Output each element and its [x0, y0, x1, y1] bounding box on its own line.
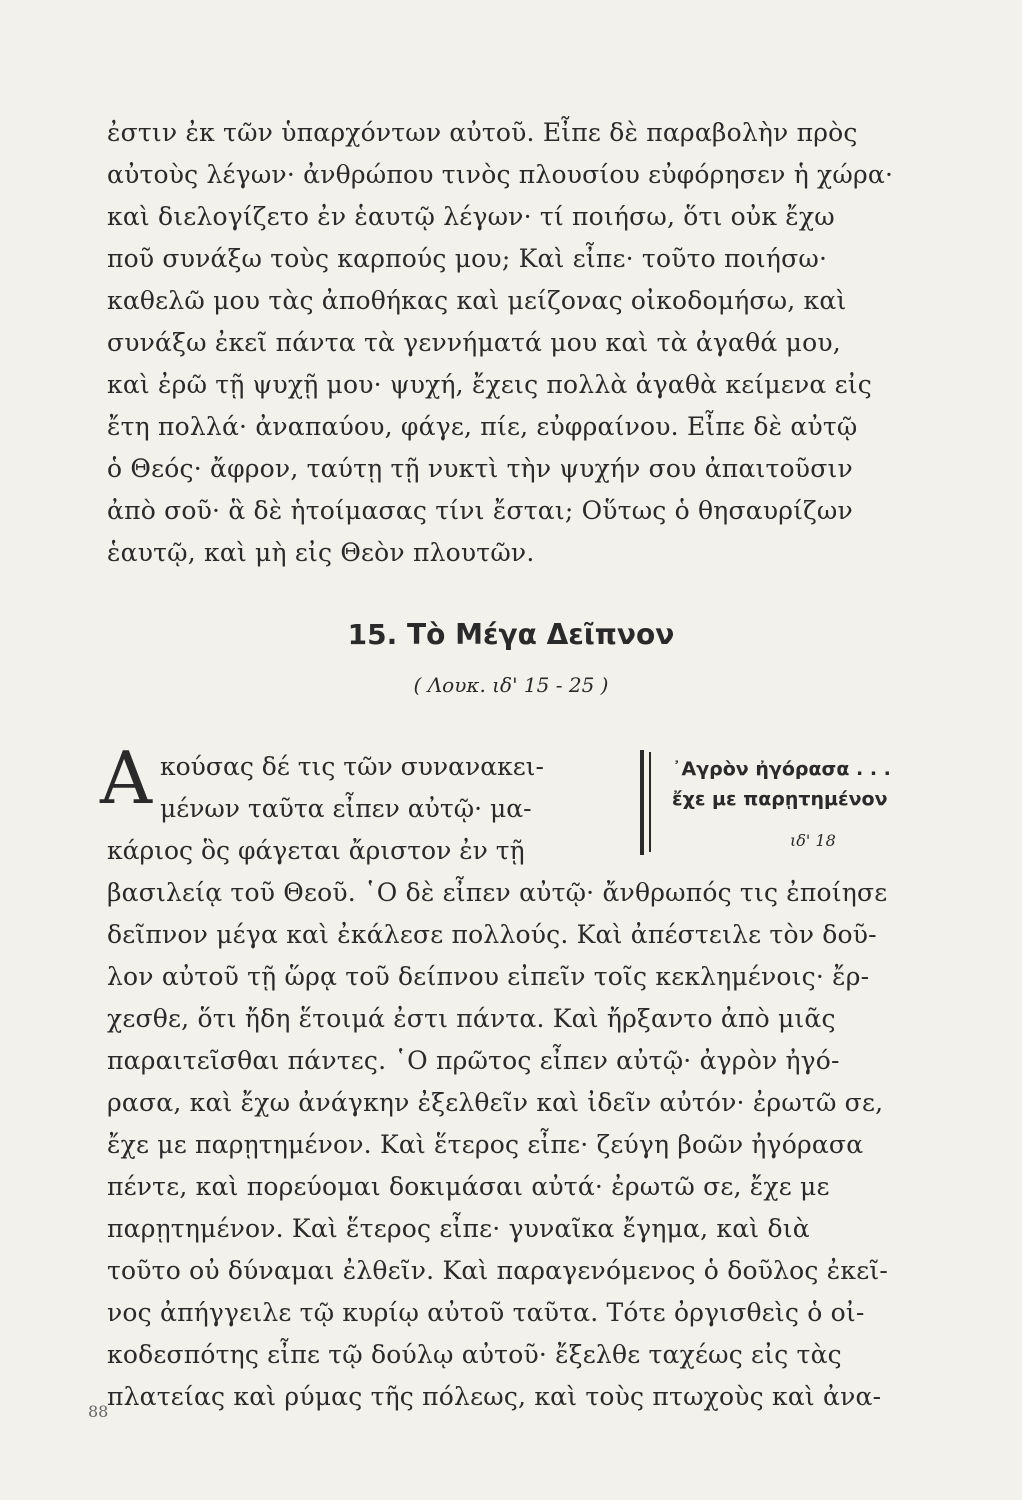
text-line: λον αὐτοῦ τῇ ὥρᾳ τοῦ δείπνου εἰπεῖν τοῖς κεκλημένοις· ἔρ-: [107, 962, 870, 991]
page-number: 88: [88, 1402, 109, 1421]
text-line: αὐτοὺς λέγων· ἀνθρώπου τινὸς πλουσίου εὐφόρησεν ἡ χώρα·: [107, 160, 894, 189]
text-line: βασιλείᾳ τοῦ Θεοῦ. ῾Ο δὲ εἶπεν αὐτῷ· ἄνθρωπός τις ἐποίησε: [107, 878, 888, 907]
sidebar-quote-line: ᾿Αγρὸν ἠγόρασα . . .: [672, 758, 891, 780]
text-line: χεσθε, ὅτι ἤδη ἕτοιμά ἐστι πάντα. Καὶ ἤρξαντο ἀπὸ μιᾶς: [107, 1004, 836, 1033]
text-line: ρασα, καὶ ἔχω ἀνάγκην ἐξελθεῖν καὶ ἰδεῖν αὐτόν· ἐρωτῶ σε,: [107, 1088, 884, 1117]
text-line: κοδεσπότης εἶπε τῷ δούλῳ αὐτοῦ· ἔξελθε ταχέως εἰς τὰς: [107, 1340, 842, 1369]
text-line: καὶ ἐρῶ τῇ ψυχῇ μου· ψυχή, ἔχεις πολλὰ ἀγαθὰ κείμενα εἰς: [107, 370, 872, 399]
narrow-text-line: κάριος ὃς φάγεται ἄριστον ἐν τῇ: [107, 836, 525, 865]
text-line: ἐστιν ἐκ τῶν ὑπαρχόντων αὐτοῦ. Εἶπε δὲ παραβολὴν πρὸς: [107, 118, 858, 147]
text-line: ὁ Θεός· ἄφρον, ταύτῃ τῇ νυκτὶ τὴν ψυχήν σου ἀπαιτοῦσιν: [107, 454, 853, 483]
sidebar-rule: [640, 750, 644, 855]
text-line: νος ἀπήγγειλε τῷ κυρίῳ αὐτοῦ ταῦτα. Τότε ὀργισθεὶς ὁ οἰ-: [107, 1298, 865, 1327]
text-line: ἔχε με παρῃτημένον. Καὶ ἕτερος εἶπε· ζεύγη βοῶν ἠγόρασα: [107, 1130, 864, 1159]
drop-cap: Α: [100, 736, 152, 820]
section-heading: 15. Τὸ Μέγα Δεῖπνον: [347, 618, 675, 651]
sidebar-quote-line: ἔχε με παρῃτημένον: [672, 788, 888, 810]
text-line: ἑαυτῷ, καὶ μὴ εἰς Θεὸν πλουτῶν.: [107, 538, 535, 567]
section-reference: ( Λουκ. ιδ' 15 - 25 ): [413, 673, 609, 697]
text-line: παρῃτημένον. Καὶ ἕτερος εἶπε· γυναῖκα ἔγημα, καὶ διὰ: [107, 1214, 810, 1243]
text-line: δεῖπνον μέγα καὶ ἐκάλεσε πολλούς. Καὶ ἀπέστειλε τὸν δοῦ-: [107, 920, 877, 949]
text-line: πλατείας καὶ ρύμας τῆς πόλεως, καὶ τοὺς πτωχοὺς καὶ ἀνα-: [107, 1382, 882, 1411]
text-line: ἔτη πολλά· ἀναπαύου, φάγε, πίε, εὐφραίνου. Εἶπε δὲ αὐτῷ: [107, 412, 858, 441]
sidebar-quote-reference: ιδ' 18: [790, 831, 836, 850]
text-line: ποῦ συνάξω τοὺς καρπούς μου; Καὶ εἶπε· τοῦτο ποιήσω·: [107, 244, 828, 273]
text-line: καθελῶ μου τὰς ἀποθήκας καὶ μείζονας οἰκοδομήσω, καὶ: [107, 286, 847, 315]
text-line: τοῦτο οὐ δύναμαι ἐλθεῖν. Καὶ παραγενόμενος ὁ δοῦλος ἐκεῖ-: [107, 1256, 888, 1285]
text-line: ἀπὸ σοῦ· ἃ δὲ ἡτοίμασας τίνι ἔσται; Οὕτως ὁ θησαυρίζων: [107, 496, 853, 525]
text-line: καὶ διελογίζετο ἐν ἑαυτῷ λέγων· τί ποιήσω, ὅτι οὐκ ἔχω: [107, 202, 835, 231]
text-line: συνάξω ἐκεῖ πάντα τὰ γεννήματά μου καὶ τὰ ἀγαθά μου,: [107, 328, 841, 357]
sidebar-rule: [649, 752, 651, 852]
text-line: παραιτεῖσθαι πάντες. ῾Ο πρῶτος εἶπεν αὐτῷ· ἀγρὸν ἠγό-: [107, 1046, 840, 1075]
narrow-text-line: κούσας δέ τις τῶν συνανακει-: [160, 752, 544, 781]
text-line: πέντε, καὶ πορεύομαι δοκιμάσαι αὐτά· ἐρωτῶ σε, ἔχε με: [107, 1172, 830, 1201]
narrow-text-line: μένων ταῦτα εἶπεν αὐτῷ· μα-: [160, 794, 532, 823]
